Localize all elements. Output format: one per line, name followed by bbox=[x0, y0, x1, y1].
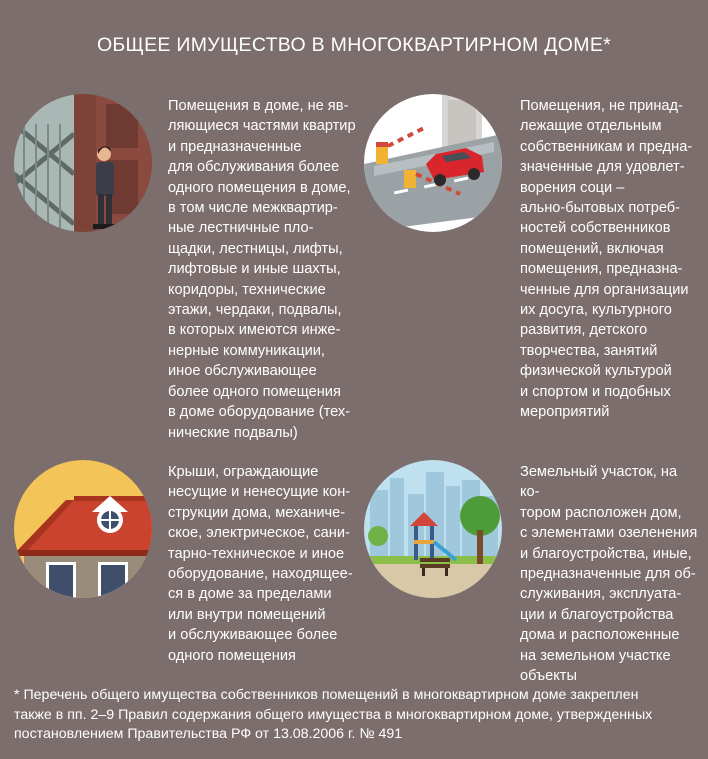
section-premises-text: Помещения, не принад- лежащие отдельным собственникам и предна- значенные для удовлет- ворения соци – ально-бытовых потреб- ностей собственников помещений, включая помещения, предназна- ченные для организации их досуга, культурного развития, детского творчества, занятий физической культурой и спортом и подобных мероприятий bbox=[520, 98, 693, 421]
section-land-plot-text: Земельный участок, на ко- тором расположен дом, с элементами озеленения и благоустройства, иные, предназначенные для об- служивания, эксплуата- ции и благоустройства дома и расположенные на земельном участке объекты bbox=[520, 464, 698, 685]
section-roof-text: Крыши, ограждающие несущие и ненесущие кон- струкции дома, механиче- ское, электрическое, сани- тарно-техническое и иное оборудование, находящее- ся в доме за пределами или внутри помещений и обслуживающее более одного помещения bbox=[168, 464, 353, 664]
footnote: * Перечень общего имущества собственников помещений в многоквартирном доме закреплен также в пп. 2–9 Правил содержания общего имущества в многоквартирном доме, утвержденных постановлением Правительства РФ от 13.08.2006 г. № 491 bbox=[14, 687, 653, 742]
stairwell-illustration-icon bbox=[14, 94, 152, 232]
parking-barrier-illustration-icon bbox=[364, 94, 502, 232]
playground-yard-illustration-icon bbox=[364, 460, 502, 598]
page-title: ОБЩЕЕ ИМУЩЕСТВО В МНОГОКВАРТИРНОМ ДОМЕ* bbox=[96, 34, 612, 56]
section-stairwell-text: Помещения в доме, не яв- ляющиеся частями квартир и предназначенные для обслуживания более одного помещения в доме, в том числе межквартир- ные лестничные пло- щадки, лестницы, лифты, лифтовые и иные шахты, коридоры, технические этажи, чердаки, подвалы, в которых имеются инже- нерные коммуникации, иное обслуживающее более одного помещения в доме оборудование (тех- нические подвалы) bbox=[168, 98, 356, 441]
house-roof-illustration-icon bbox=[14, 460, 152, 598]
